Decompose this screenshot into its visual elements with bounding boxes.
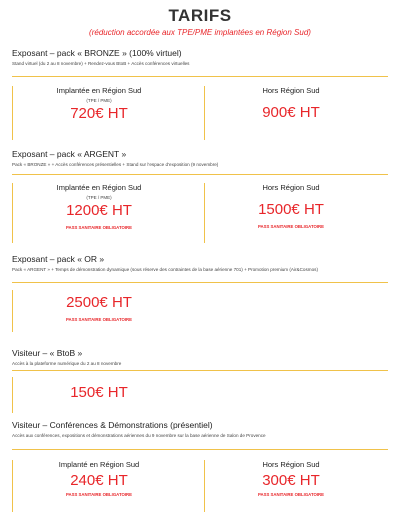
- divider: [12, 76, 388, 77]
- pass-notice: PASS SANITAIRE OBLIGATOIRE: [65, 317, 133, 322]
- box-sub: (TPE / PME): [86, 98, 112, 103]
- divider: [12, 370, 388, 371]
- pass-notice: PASS SANITAIRE OBLIGATOIRE: [65, 225, 133, 230]
- divider: [12, 282, 388, 283]
- section-desc: Pack « ARGENT » + Temps de démonstration dynamique (sous réserve des contraintes de la base aérienne 701) + Promotion premium (Air&Cosmos): [12, 267, 318, 272]
- box-label: Implantée en Région Sud: [56, 86, 142, 95]
- price-box-region: [12, 183, 185, 243]
- box-label: Hors Région Sud: [262, 460, 320, 469]
- price: 720€ HT: [70, 105, 128, 122]
- price: 1200€ HT: [66, 202, 132, 219]
- box-label: Hors Région Sud: [262, 183, 320, 192]
- section-btob: [12, 348, 388, 366]
- divider: [12, 174, 388, 175]
- section-title: Exposant – pack « BRONZE » (100% virtuel): [12, 48, 182, 58]
- price: 900€ HT: [262, 104, 320, 121]
- section-title: Visiteur – Conférences & Démonstrations (présentiel): [12, 420, 213, 430]
- section-desc: Pack « BRONZE » + Accès conférences présentielles + Stand sur l’espace d’exposition (9 novembre): [12, 162, 219, 167]
- divider: [12, 449, 388, 450]
- section-title: Exposant – pack « ARGENT »: [12, 149, 127, 159]
- price-box-hors: [204, 183, 377, 243]
- price-box-region: [12, 460, 185, 512]
- section-desc: Accès aux conférences, expositions et démonstrations aériennes du 9 novembre sur la base aérienne de Salon de Provence: [12, 433, 266, 438]
- page-subtitle: (réduction accordée aux TPE/PME implantées en Région Sud): [89, 28, 311, 37]
- box-label: Implanté en Région Sud: [58, 460, 140, 469]
- price-box-hors: [204, 86, 377, 140]
- price: 1500€ HT: [258, 201, 324, 218]
- pass-notice: PASS SANITAIRE OBLIGATOIRE: [257, 492, 325, 497]
- price: 2500€ HT: [66, 294, 132, 311]
- box-label: Implantée en Région Sud: [56, 183, 142, 192]
- pass-notice: PASS SANITAIRE OBLIGATOIRE: [65, 492, 133, 497]
- section-conferences: [12, 420, 388, 438]
- section-argent: [12, 149, 388, 167]
- box-sub: (TPE / PME): [86, 195, 112, 200]
- section-desc: Stand virtuel (du 2 au 8 novembre) + Rendez-vous BtoB + Accès conférences virtuelles: [12, 61, 190, 66]
- section-desc: Accès à la plateforme numérique du 2 au 8 novembre: [12, 361, 122, 366]
- section-bronze: [12, 48, 388, 66]
- price-box-or: [12, 290, 185, 332]
- price: 150€ HT: [70, 384, 128, 401]
- page-title: TARIFS: [168, 6, 232, 25]
- section-or: [12, 254, 388, 272]
- section-title: Visiteur – « BtoB »: [12, 348, 83, 358]
- box-label: Hors Région Sud: [262, 86, 320, 95]
- price: 300€ HT: [262, 472, 320, 489]
- price-box-hors: [204, 460, 377, 512]
- price-box-region: [12, 86, 185, 140]
- price: 240€ HT: [70, 472, 128, 489]
- price-box-btob: [12, 377, 185, 413]
- pass-notice: PASS SANITAIRE OBLIGATOIRE: [257, 224, 325, 229]
- section-title: Exposant – pack « OR »: [12, 254, 105, 264]
